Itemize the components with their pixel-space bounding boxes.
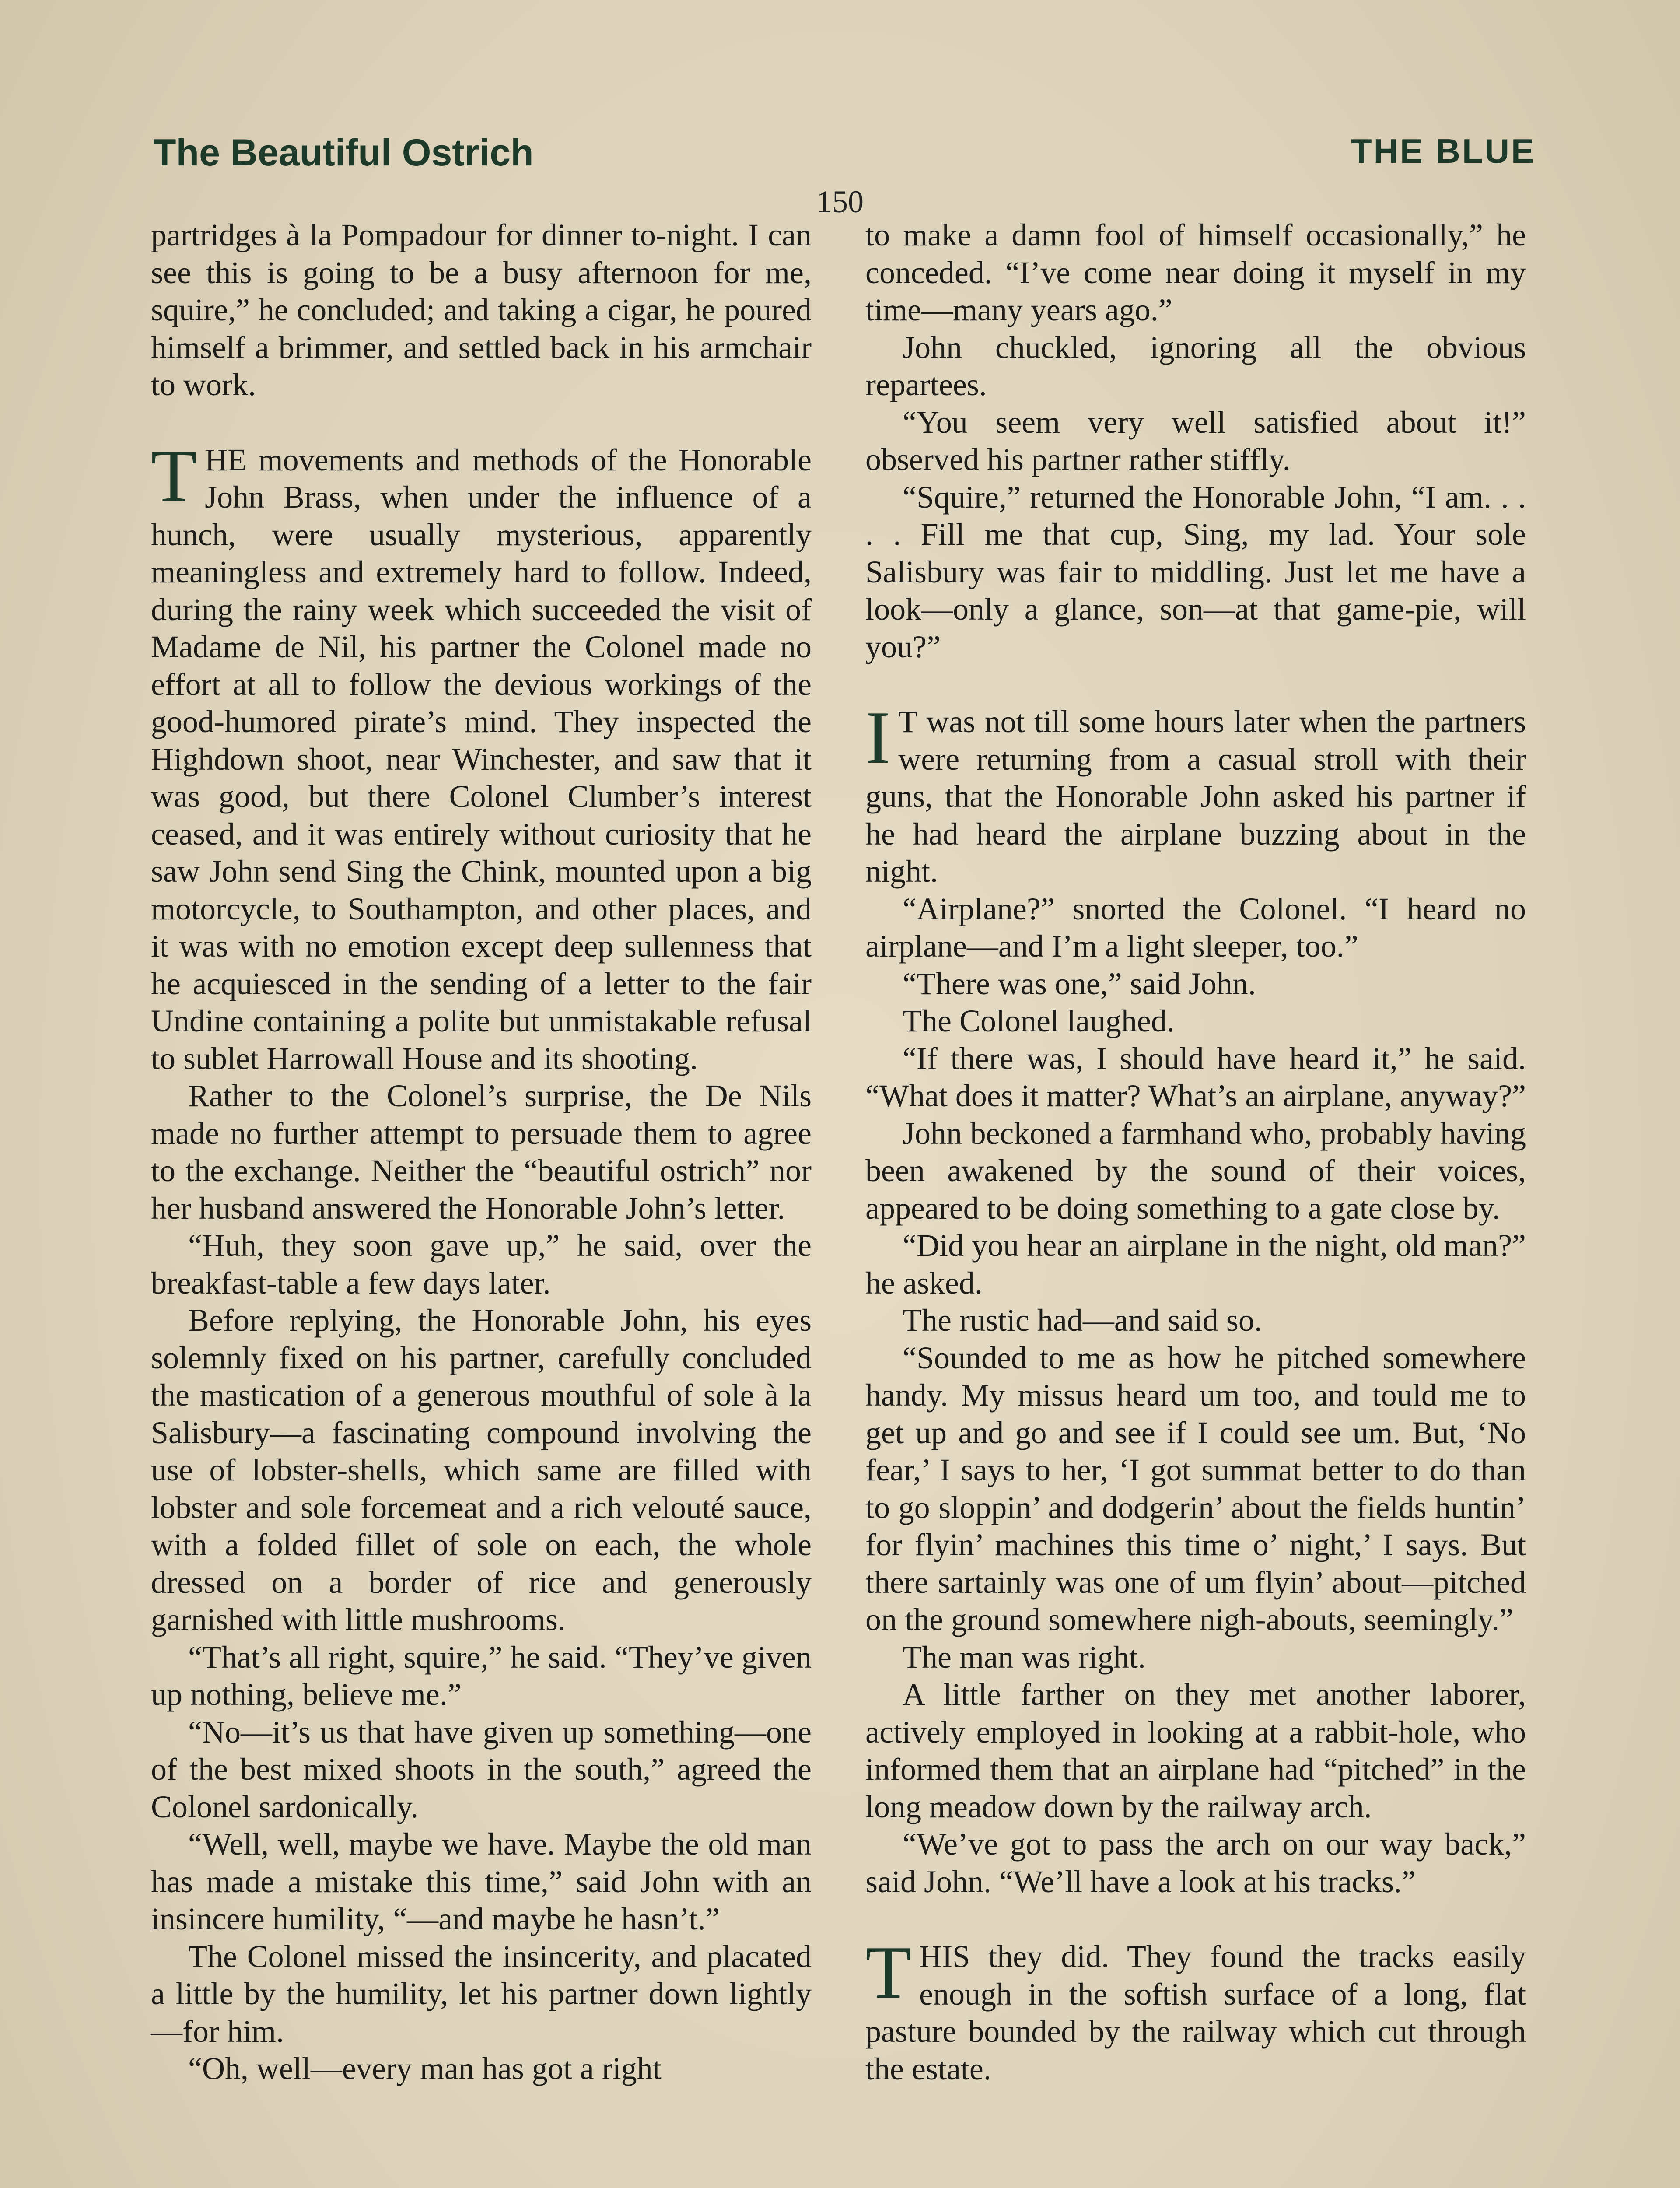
paragraph: “There was one,” said John. — [903, 966, 1256, 1001]
section-paragraph — [865, 1931, 1526, 2088]
paragraph: to make a damn fool of himself occasionally,” he conceded. “I’ve come near doing it myself in my time—many years ago.” — [865, 217, 1526, 327]
paragraph: “Did you hear an airplane in the night, old man?” he asked. — [865, 1228, 1526, 1301]
paragraph: partridges à la Pompadour for dinner to-night. I can see this is going to be a busy afternoon for me, squire,” he concluded; and taking a cigar, he poured himself a brimmer, and settled back in his armchair to work. — [151, 217, 812, 402]
paragraph-text: HIS they did. They found the tracks easily enough in the softish surface of a long, flat pasture bounded by the railway which cut through the estate. — [865, 1939, 1526, 2086]
paragraph: “Squire,” returned the Honorable John, “I am. . . . . Fill me that cup, Sing, my lad. Your sole Salisbury was fair to middling. Just let me have a look—only a glance, son—at that game-pie, will you?” — [865, 479, 1526, 664]
paragraph: The man was right. — [903, 1639, 1146, 1675]
section-paragraph — [151, 434, 812, 1078]
page-number: 150 — [816, 184, 864, 219]
paragraph: Before replying, the Honorable John, his eyes solemnly fixed on his partner, carefully concluded the mastication of a generous mouthful of sole à la Salisbury—a fascinating compound involving the use of lobster-shells, which same are filled with lobster and sole forcemeat and a rich velouté sauce, with a folded fillet of sole on each, the whole dressed on a border of rice and generously garnished with little mushrooms. — [151, 1303, 812, 1637]
paragraph: “Sounded to me as how he pitched somewhere handy. My missus heard um too, and tould me to get up and go and see if I could see um. But, ‘No fear,’ I says to her, ‘I got summat better to do than to go sloppin’ and dodgerin’ about the fields huntin’ for flyin’ machines this time o’ night,’ I says. But there sartainly was one of um flyin’ about—pitched on the ground somewhere nigh-abouts, seemingly.” — [865, 1340, 1526, 1637]
paragraph: The Colonel laughed. — [903, 1003, 1175, 1038]
paragraph: John chuckled, ignoring all the obvious repartees. — [865, 330, 1526, 402]
right-column — [865, 217, 1526, 2088]
paragraph: “You seem very well satisfied about it!” observed his partner rather stiffly. — [865, 404, 1526, 477]
drop-cap: T — [151, 434, 197, 518]
paragraph-text: T was not till some hours later when the partners were returning from a casual stroll with their guns, that the Honorable John asked his partner if he had heard the airplane buzzing about in the night. — [865, 704, 1526, 889]
paragraph: “Well, well, maybe we have. Maybe the old man has made a mistake this time,” said John with an insincere humility, “—and maybe he hasn’t.” — [151, 1827, 812, 1936]
paragraph: “Airplane?” snorted the Colonel. “I heard no airplane—and I’m a light sleeper, too.” — [865, 891, 1526, 964]
paragraph: The Colonel missed the insincerity, and placated a little by the humility, let his partner down lightly—for him. — [151, 1939, 812, 2049]
running-head — [153, 131, 1536, 193]
paragraph: “If there was, I should have heard it,” he said. “What does it matter? What’s an airplane, anyway?” — [865, 1041, 1526, 1113]
paragraph-text: HE movements and methods of the Honorable John Brass, when under the influence of a hunch, were usually mysterious, apparently meaningless and extremely hard to follow. Indeed, during the rainy week which succeeded the visit of Madame de Nil, his partner the Colonel made no effort at all to follow the devious workings of the good-humored pirate’s mind. They inspected the Highdown shoot, near Winchester, and saw that it was good, but there Colonel Clumber’s interest ceased, and it was entirely without curiosity that he saw John send Sing the Chink, mounted upon a big motorcycle, to Southampton, and other places, and it was with no emotion except deep sullenness that he acquiesced in the sending of a letter to the fair Undine containing a polite but unmistakable refusal to sublet Harrowall House and its shooting. — [151, 442, 812, 1076]
section-paragraph — [865, 696, 1526, 891]
paragraph: The rustic had—and said so. — [903, 1303, 1262, 1338]
drop-cap: I — [865, 696, 891, 779]
drop-cap: T — [865, 1931, 912, 2014]
paragraph: “Huh, they soon gave up,” he said, over the breakfast-table a few days later. — [151, 1228, 812, 1301]
magazine-title: THE BLUE — [1351, 132, 1536, 170]
paragraph: “We’ve got to pass the arch on our way back,” said John. “We’ll have a look at his tracks.” — [865, 1827, 1526, 1899]
paragraph: “Oh, well—every man has got a right — [188, 2051, 662, 2086]
paragraph: “No—it’s us that have given up something—one of the best mixed shoots in the south,” agreed the Colonel sardonically. — [151, 1714, 812, 1824]
paragraph: A little farther on they met another laborer, actively employed in looking at a rabbit-hole, who informed them that an airplane had “pitched” in the long meadow down by the railway arch. — [865, 1677, 1526, 1824]
paragraph: Rather to the Colonel’s surprise, the De Nils made no further attempt to persuade them to agree to the exchange. Neither the “beautiful ostrich” nor her husband answered the Honorable John’s letter. — [151, 1078, 812, 1226]
paragraph: John beckoned a farmhand who, probably having been awakened by the sound of their voices, appeared to be doing something to a gate close by. — [865, 1115, 1526, 1226]
paragraph: “That’s all right, squire,” he said. “They’ve given up nothing, believe me.” — [151, 1639, 812, 1712]
story-title: The Beautiful Ostrich — [153, 132, 534, 174]
left-column — [151, 217, 812, 2088]
